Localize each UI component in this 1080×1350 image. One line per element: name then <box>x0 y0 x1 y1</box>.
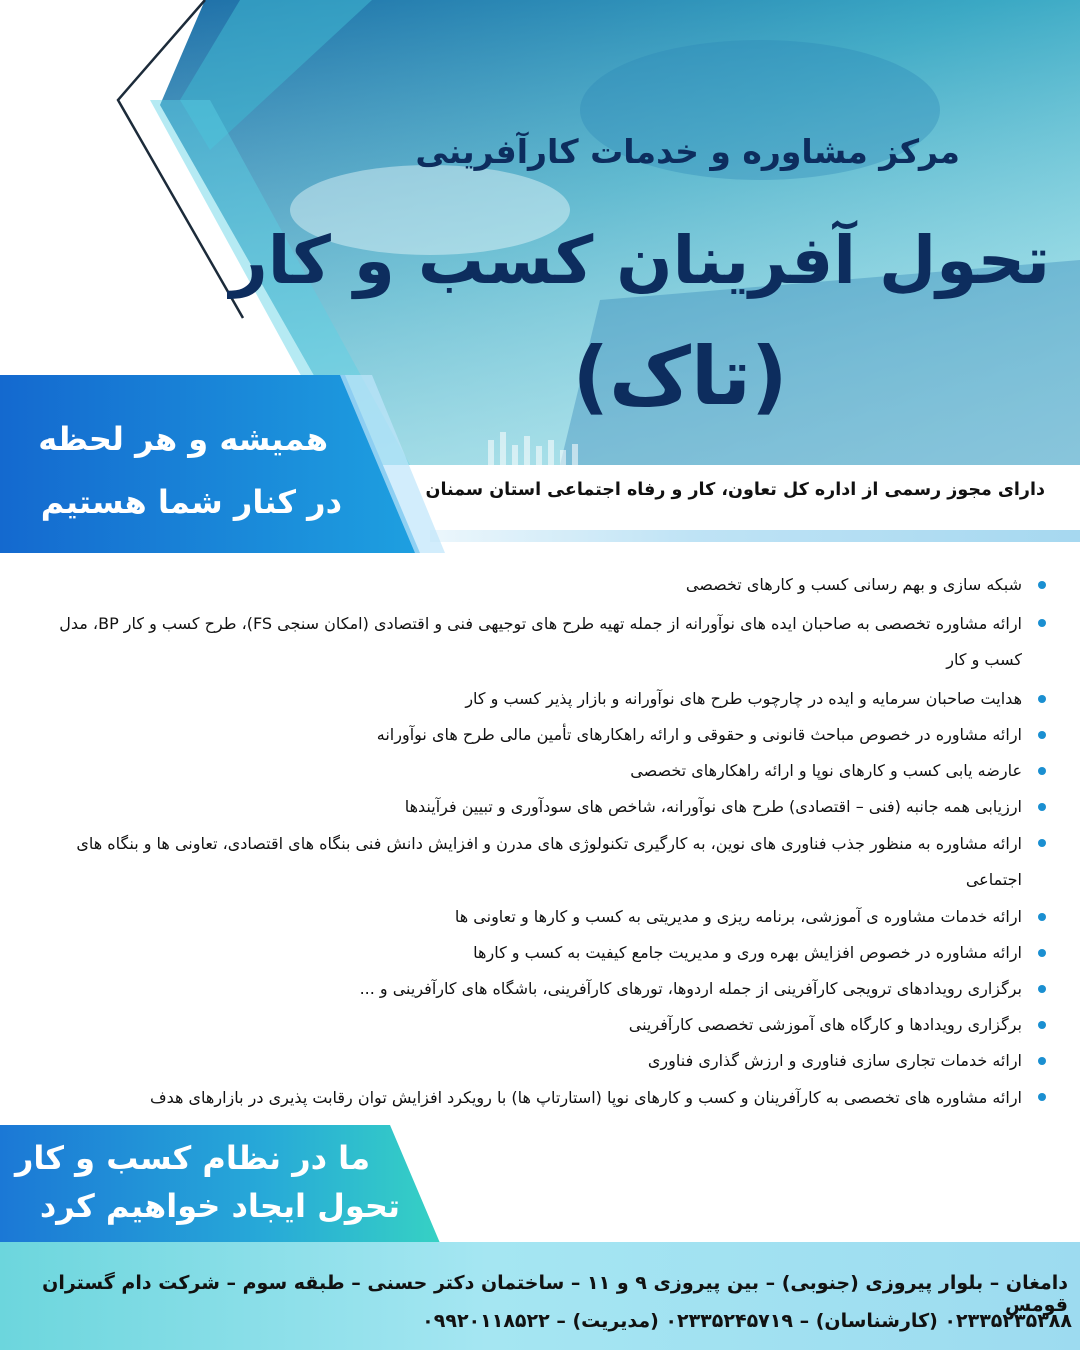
service-item: ارائه خدمات تجاری سازی فناوری و ارزش گذاری فناوری <box>18 1044 1062 1078</box>
service-item: ارائه مشاوره در خصوص مباحث قانونی و حقوقی و ارائه راهکارهای تأمین مالی طرح های نوآورانه <box>18 718 1062 752</box>
service-item: برگزاری رویدادهای ترویجی کارآفرینی از جمله اردوها، تورهای کارآفرینی، باشگاه های کارآفرینی و ... <box>18 972 1062 1006</box>
footer-address: دامغان – بلوار پیروزی (جنوبی) – بین پیروزی ۹ و ۱۱ – ساختمان دکتر حسنی – طبقه سوم – شرکت دام گستران قومس <box>42 1272 1068 1316</box>
license-statement: دارای مجوز رسمی از اداره کل تعاون، کار و رفاه اجتماعی استان سمنان <box>425 480 1045 500</box>
bottom-slogan-line-2: تحول ایجاد خواهیم کرد <box>39 1187 400 1225</box>
services-list <box>18 568 1062 1118</box>
service-item: هدایت صاحبان سرمایه و ایده در چارچوب طرح های نوآورانه و بازار پذیر کسب و کار <box>18 682 1062 716</box>
top-slogan-banner <box>0 375 420 555</box>
service-item: ارزیابی همه جانبه (فنی – اقتصادی) طرح های نوآورانه، شاخص های سودآوری و تبیین فرآیندها <box>18 790 1062 824</box>
service-item: شبکه سازی و بهم رسانی کسب و کارهای تخصصی <box>18 568 1062 602</box>
bottom-slogan-line-1: ما در نظام کسب و کار <box>14 1139 370 1177</box>
service-item: عارضه یابی کسب و کارهای نوپا و ارائه راهکارهای تخصصی <box>18 754 1062 788</box>
service-item: ارائه مشاوره های تخصصی به کارآفرینان و کسب و کارهای نوپا (استارتاپ ها) با رویکرد افزایش توان رقابت پذیری در بازارهای هدف <box>18 1080 1062 1116</box>
service-item: برگزاری رویدادها و کارگاه های آموزشی تخصصی کارآفرینی <box>18 1008 1062 1042</box>
license-underline-bar <box>430 530 1080 542</box>
service-item: ارائه مشاوره تخصصی به صاحبان ایده های نوآورانه از جمله تهیه طرح های توجیهی فنی و اقتصادی (امکان سنجی FS)، طرح کسب و کار BP، مدل کسب و کار <box>18 606 1062 678</box>
center-name-heading: مرکز مشاوره و خدمات کارآفرینی <box>415 132 960 171</box>
bottom-slogan-banner <box>0 1125 440 1245</box>
service-item: ارائه خدمات مشاوره ی آموزشی، برنامه ریزی و مدیریتی به کسب و کارها و تعاونی ها <box>18 900 1062 934</box>
service-item: ارائه مشاوره در خصوص افزایش بهره وری و مدیریت جامع کیفیت به کسب و کارها <box>18 936 1062 970</box>
brand-abbreviation: (تاک) <box>572 330 788 423</box>
top-slogan-line-2: در کنار شما هستیم <box>40 483 342 521</box>
contact-footer <box>0 1242 1080 1350</box>
service-item: ارائه مشاوره به منظور جذب فناوری های نوین، به کارگیری تکنولوژی های مدرن و افزایش دانش فنی بنگاه های اقتصادی، تعاونی ها و بنگاه های اجتماعی <box>18 826 1062 898</box>
footer-phone-numbers: ۰۲۳۳۵۲۳۵۳۸۸ (کارشناسان) – ۰۲۳۳۵۲۴۵۷۱۹ (مدیریت) – ۰۹۹۲۰۱۱۸۵۲۲ <box>422 1310 1072 1332</box>
brand-title: تحول آفرینان کسب و کار <box>229 222 1050 299</box>
top-slogan-line-1: همیشه و هر لحظه <box>38 420 328 458</box>
